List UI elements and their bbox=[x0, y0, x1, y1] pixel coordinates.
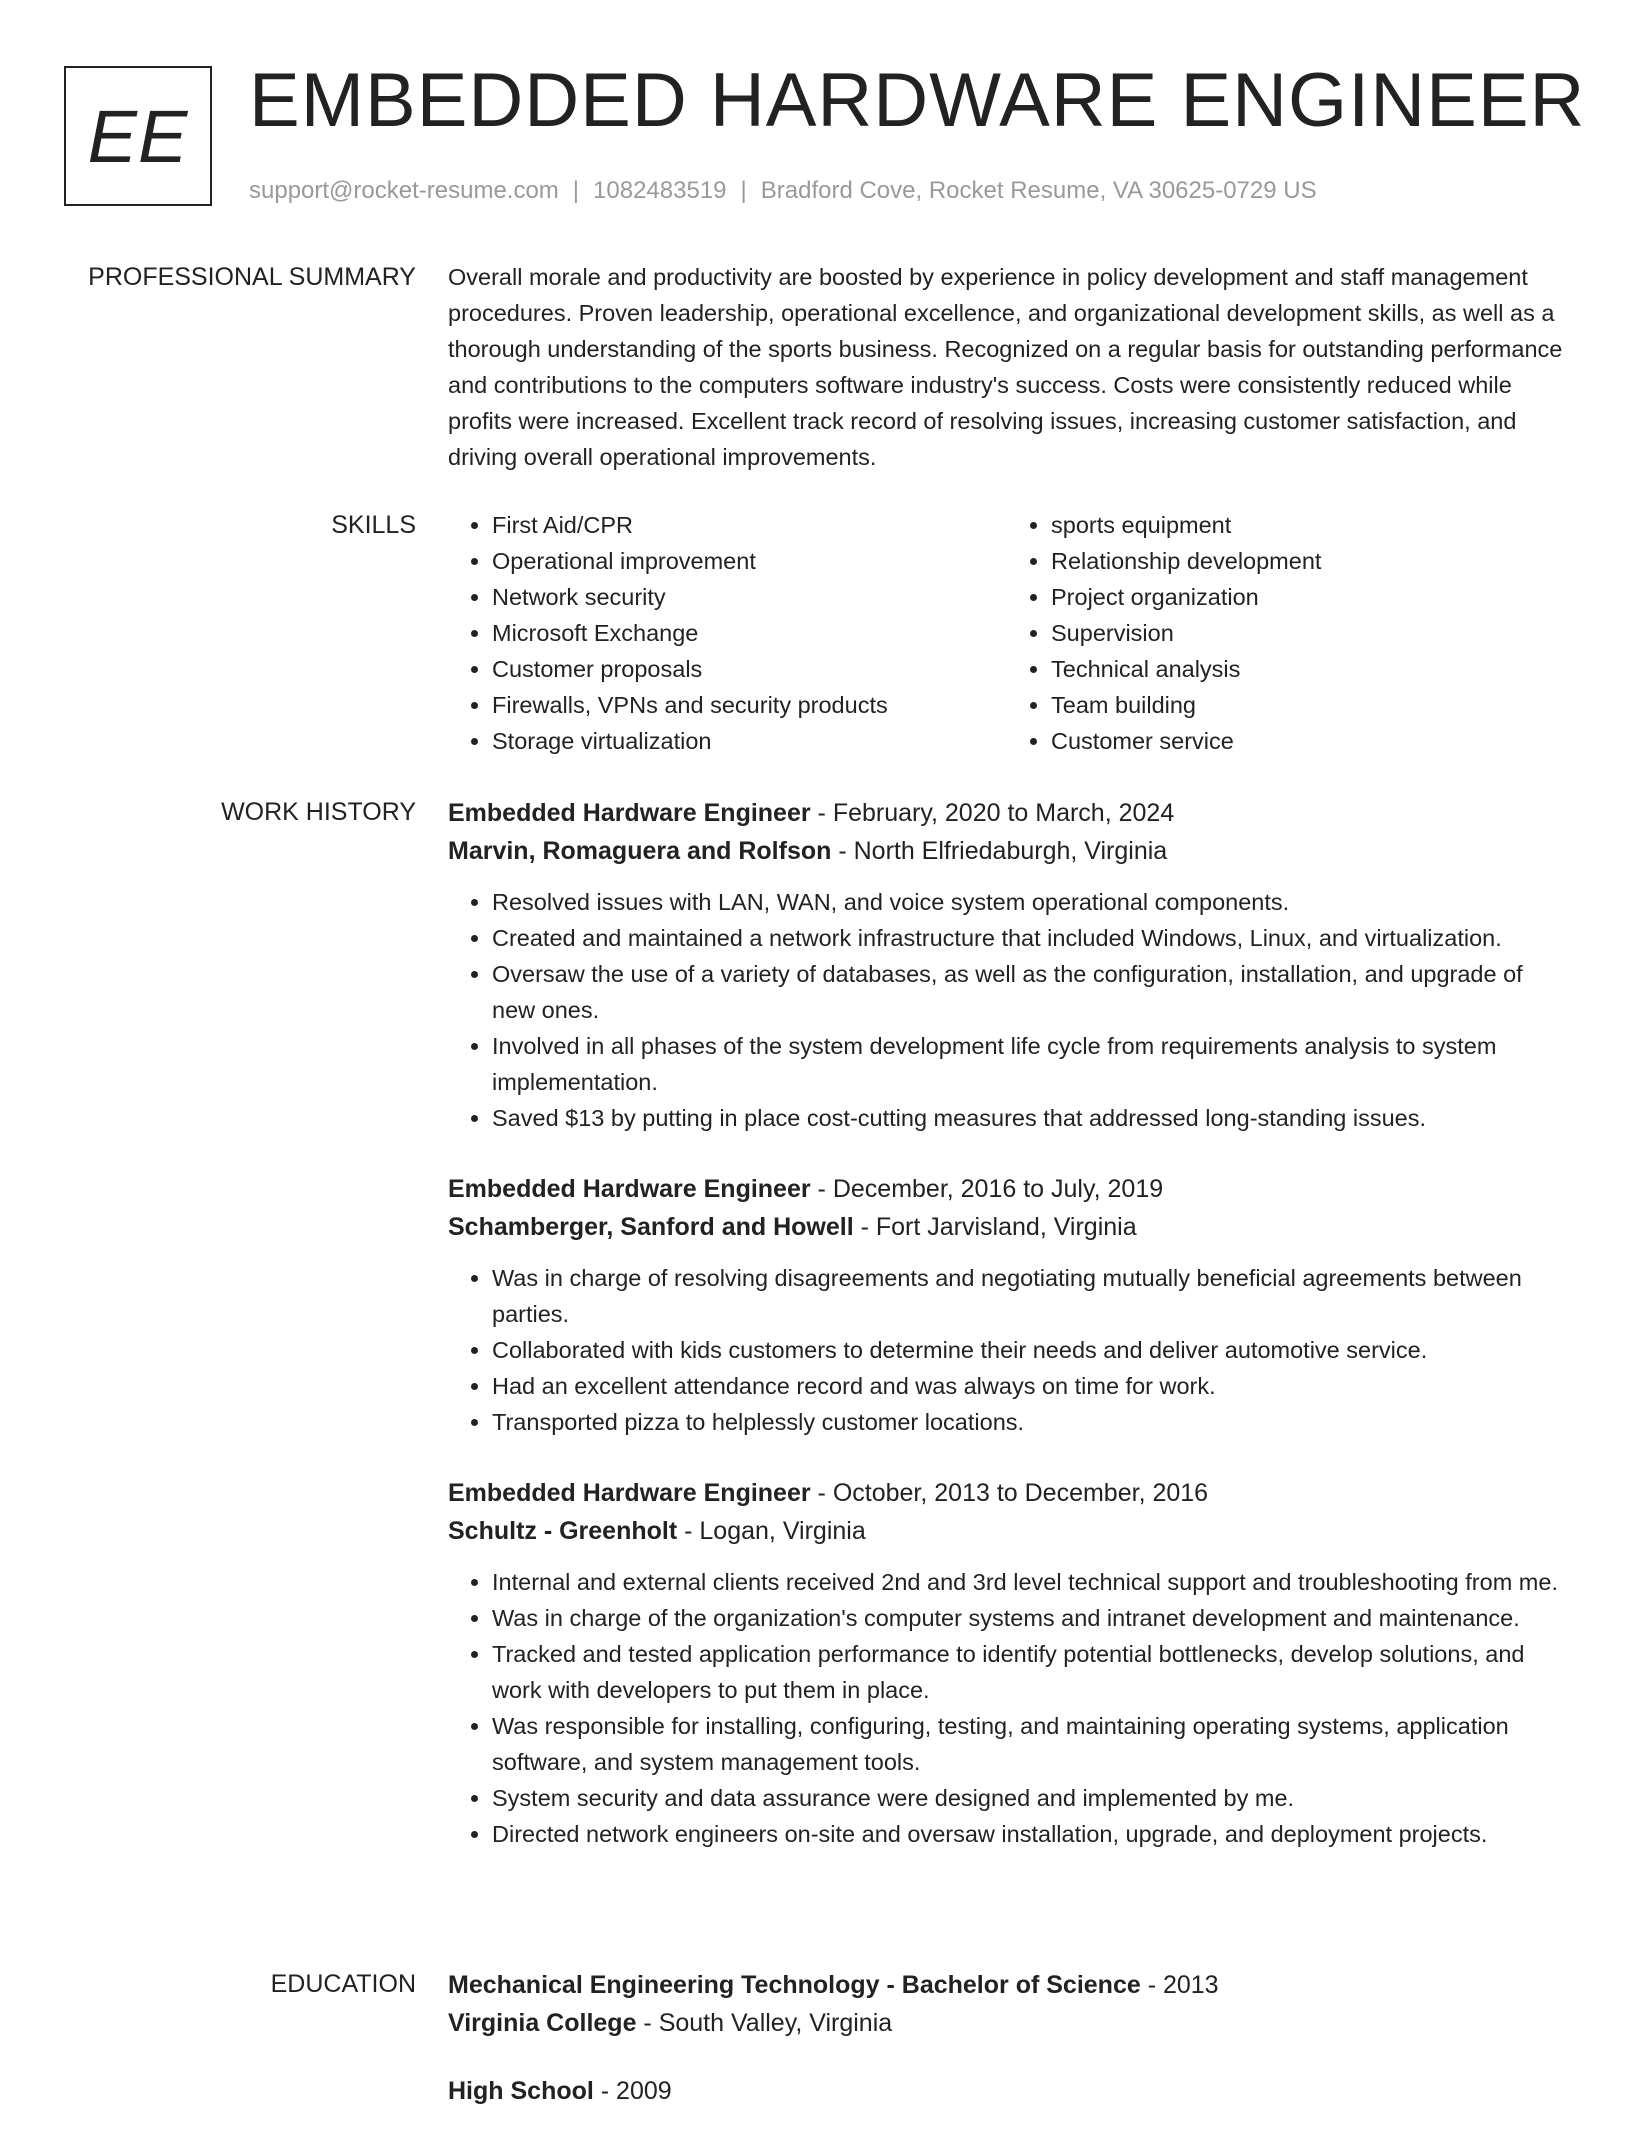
job-bullet: • Was responsible for installing, configuring, testing, and maintaining operating systems, application software, and system management tools. bbox=[492, 1708, 1566, 1780]
job-bullet: • Oversaw the use of a variety of databases, as well as the configuration, installation, and upgrade of new ones. bbox=[492, 956, 1566, 1028]
job-bullet: • Tracked and tested application performance to identify potential bottlenecks, develop solutions, and work with developers to put them in place. bbox=[492, 1636, 1566, 1708]
candidate-name: EMBEDDED HARDWARE ENGINEER bbox=[249, 58, 1586, 143]
skill-item: • Relationship development bbox=[1051, 543, 1566, 579]
education-entry bbox=[448, 1966, 1566, 2042]
contact-address: Bradford Cove, Rocket Resume, VA 30625-0729 US bbox=[760, 177, 1317, 204]
skill-item: • Network security bbox=[492, 579, 1007, 615]
job-role: Embedded Hardware Engineer bbox=[448, 799, 811, 827]
contact-separator: | bbox=[572, 177, 580, 204]
skill-item: • First Aid/CPR bbox=[492, 507, 1007, 543]
monogram-logo: EE bbox=[64, 66, 212, 206]
skill-item: • Operational improvement bbox=[492, 543, 1007, 579]
job-entry bbox=[448, 1474, 1566, 1852]
job-bullet: • Directed network engineers on-site and oversaw installation, upgrade, and deployment projects. bbox=[492, 1816, 1566, 1852]
contact-line bbox=[249, 174, 1317, 208]
job-dates: - October, 2013 to December, 2016 bbox=[810, 1479, 1209, 1507]
job-dates: - December, 2016 to July, 2019 bbox=[810, 1175, 1164, 1203]
job-bullets bbox=[448, 884, 1566, 1136]
job-bullet: • Had an excellent attendance record and was always on time for work. bbox=[492, 1368, 1566, 1404]
job-bullet: • System security and data assurance were designed and implemented by me. bbox=[492, 1780, 1566, 1816]
skill-item: • Supervision bbox=[1051, 615, 1566, 651]
job-entry bbox=[448, 1170, 1566, 1440]
job-bullet: • Saved $13 by putting in place cost-cutting measures that addressed long-standing issues. bbox=[492, 1100, 1566, 1136]
edu-year: - 2013 bbox=[1140, 1971, 1219, 1999]
edu-degree: Mechanical Engineering Technology - Bachelor of Science bbox=[448, 1971, 1141, 1999]
skill-item: • Storage virtualization bbox=[492, 723, 1007, 759]
job-bullets bbox=[448, 1260, 1566, 1440]
job-company: Schultz - Greenholt bbox=[448, 1517, 678, 1545]
edu-degree: High School bbox=[448, 2077, 594, 2105]
job-bullet: • Involved in all phases of the system development life cycle from requirements analysis to system implementation. bbox=[492, 1028, 1566, 1100]
job-bullet: • Created and maintained a network infrastructure that included Windows, Linux, and virtualization. bbox=[492, 920, 1566, 956]
skill-item: • sports equipment bbox=[1051, 507, 1566, 543]
job-dates: - February, 2020 to March, 2024 bbox=[810, 799, 1175, 827]
summary-text: Overall morale and productivity are boosted by experience in policy development and staff management procedures. Proven leadership, operational excellence, and organizational development skills, as well as a thorough understanding of the sports business. Recognized on a regular basis for outstanding performance and contributions to the computers software industry's success. Costs were consistently reduced while profits were increased. Excellent track record of resolving issues, increasing customer satisfaction, and driving overall operational improvements. bbox=[448, 264, 1563, 470]
edu-location: - South Valley, Virginia bbox=[636, 2009, 893, 2037]
skill-item: • Project organization bbox=[1051, 579, 1566, 615]
job-bullet: • Resolved issues with LAN, WAN, and voice system operational components. bbox=[492, 884, 1566, 920]
skill-item: • Team building bbox=[1051, 687, 1566, 723]
job-role: Embedded Hardware Engineer bbox=[448, 1175, 811, 1203]
job-location: - Logan, Virginia bbox=[677, 1517, 866, 1545]
job-role: Embedded Hardware Engineer bbox=[448, 1479, 811, 1507]
skill-item: • Technical analysis bbox=[1051, 651, 1566, 687]
edu-school: Virginia College bbox=[448, 2009, 637, 2037]
job-bullets bbox=[448, 1564, 1566, 1852]
job-bullet: • Was in charge of resolving disagreements and negotiating mutually beneficial agreements between parties. bbox=[492, 1260, 1566, 1332]
job-location: - North Elfriedaburgh, Virginia bbox=[831, 837, 1168, 865]
contact-email: support@rocket-resume.com bbox=[249, 177, 559, 204]
section-title: SKILLS bbox=[331, 511, 416, 539]
skills-list-left bbox=[448, 507, 1007, 759]
contact-separator: | bbox=[740, 177, 747, 204]
section-title: PROFESSIONAL SUMMARY bbox=[88, 263, 416, 291]
job-entry bbox=[448, 794, 1566, 1136]
skill-item: • Microsoft Exchange bbox=[492, 615, 1007, 651]
job-bullet: • Internal and external clients received 2nd and 3rd level technical support and troubleshooting from me. bbox=[492, 1564, 1566, 1600]
job-company: Marvin, Romaguera and Rolfson bbox=[448, 837, 832, 865]
contact-phone: 1082483519 bbox=[593, 177, 727, 204]
skills-list-right bbox=[1007, 507, 1566, 759]
job-bullet: • Collaborated with kids customers to determine their needs and deliver automotive service. bbox=[492, 1332, 1566, 1368]
job-location: - Fort Jarvisland, Virginia bbox=[853, 1213, 1137, 1241]
job-company: Schamberger, Sanford and Howell bbox=[448, 1213, 854, 1241]
education-entry bbox=[448, 2072, 1566, 2110]
job-bullet: • Was in charge of the organization's computer systems and intranet development and maintenance. bbox=[492, 1600, 1566, 1636]
skill-item: • Firewalls, VPNs and security products bbox=[492, 687, 1007, 723]
section-title: EDUCATION bbox=[270, 1970, 416, 1998]
job-bullet: • Transported pizza to helplessly customer locations. bbox=[492, 1404, 1566, 1440]
edu-year: - 2009 bbox=[593, 2077, 672, 2105]
skill-item: • Customer service bbox=[1051, 723, 1566, 759]
section-title: WORK HISTORY bbox=[221, 798, 416, 826]
skill-item: • Customer proposals bbox=[492, 651, 1007, 687]
